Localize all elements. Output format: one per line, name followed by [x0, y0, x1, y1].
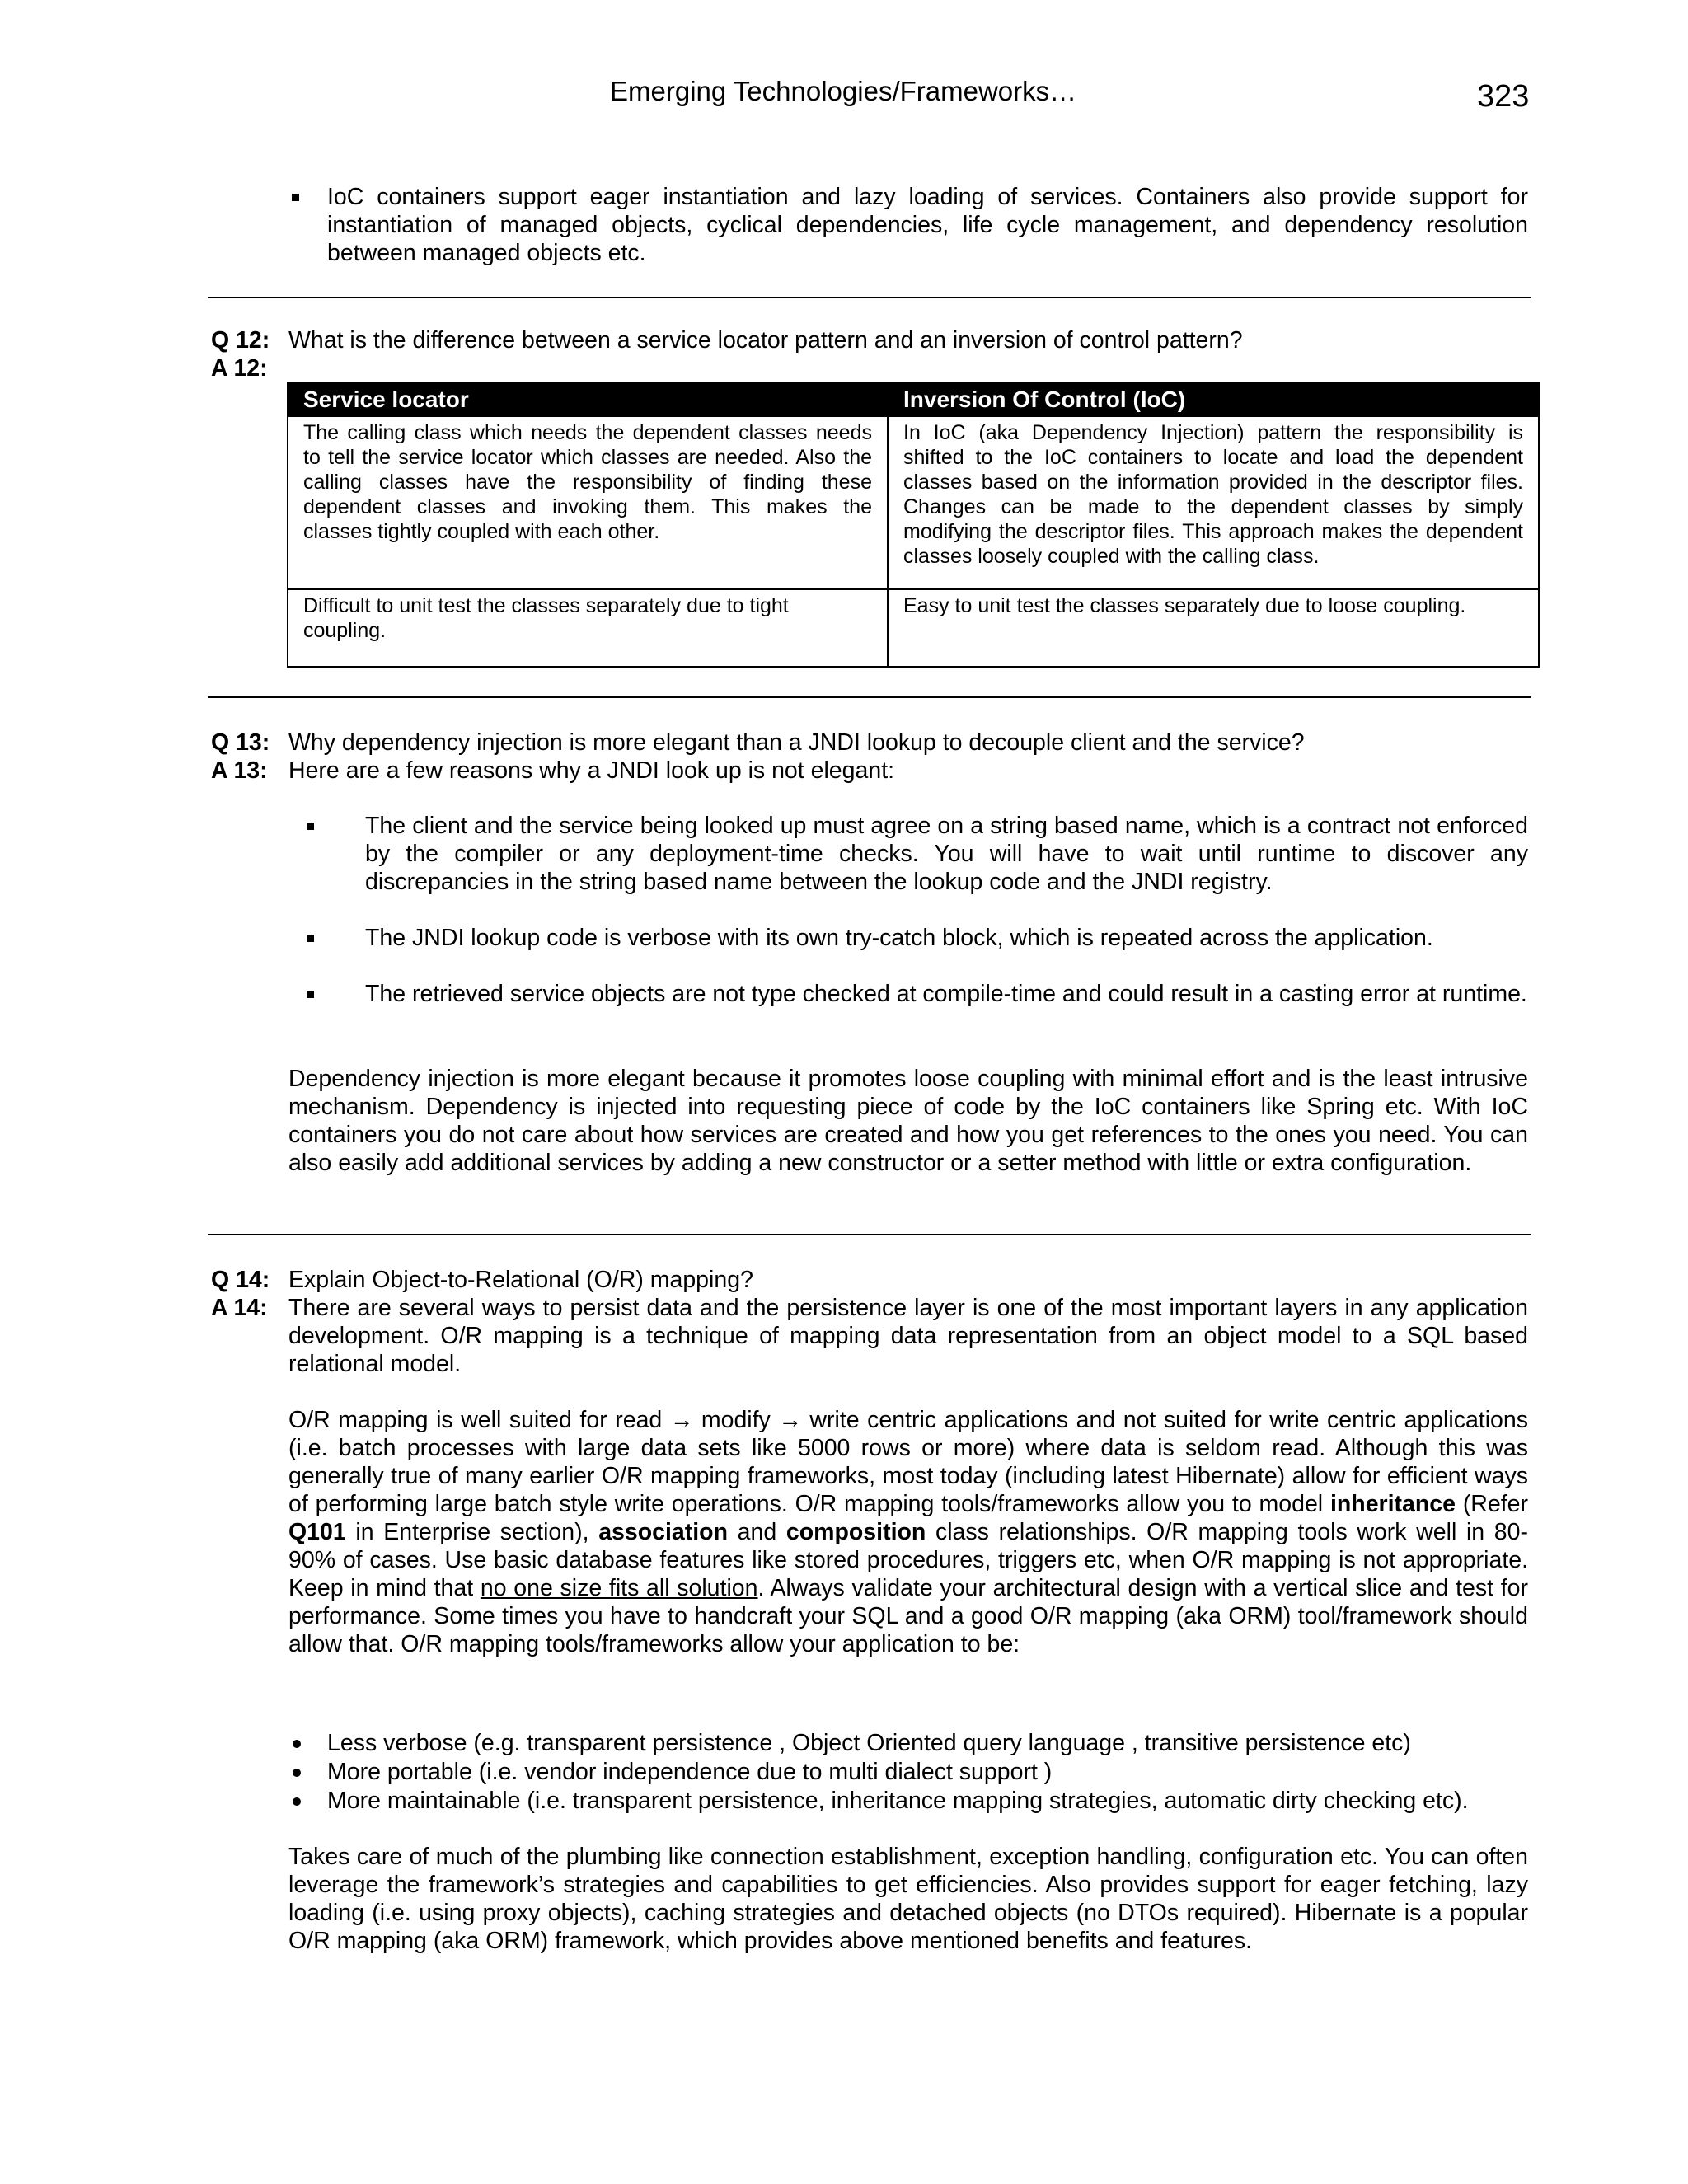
answer-label: A 14: [211, 1295, 268, 1321]
answer-label: A 13: [211, 757, 268, 784]
question-label: Q 13: [211, 729, 270, 756]
bold-term: inheritance [1329, 1491, 1456, 1517]
bold-term: Q101 [288, 1519, 346, 1545]
list-item: The client and the service being looked up must agree on a string based name, which is a contract not enforced by the compiler or any deployment-time checks. You will have to wait until runtime to discover any discrepancies in the string based name between the lookup code and the JNDI registry. [365, 813, 1528, 895]
underlined-phrase: no one size fits all solution [480, 1575, 758, 1601]
bullet-dot-icon [293, 1740, 301, 1748]
table-row [288, 416, 1539, 589]
running-header: Emerging Technologies/Frameworks… [610, 76, 1077, 106]
answer-label: A 12: [211, 355, 268, 382]
bullet-square-icon [307, 991, 314, 998]
table-row [288, 589, 1539, 667]
table-cell: The calling class which needs the dependent classes needs to tell the service locator which classes are needed. Also the calling classes have the responsibility of finding these dependent classes and invoking them. This makes the classes tightly coupled with each other. [288, 416, 888, 589]
bullet-dot-icon [293, 1769, 301, 1777]
paragraph-text: . Always validate your architectural design with a vertical slice and test for performance. Some times you have to handcraft your SQL and a good O/R mapping (aka ORM) tool/framework should allow that. O/R mapping tools/frameworks allow your application to be: [288, 1575, 1528, 1657]
paragraph-text: and [728, 1519, 786, 1545]
bold-term: association [598, 1519, 728, 1545]
paragraph-text: write centric applications and not suited for write centric applications (i.e. batch processes with large data sets like 5000 rows or more) where data is seldom read. Although this was generally true of many earlier O/R mapping frameworks, most today (including latest Hibernate) allow for efficient ways of performing large batch style write operations. O/R mapping tools/frameworks allow you to model [288, 1407, 1528, 1517]
paragraph-text: in Enterprise section), [345, 1519, 599, 1545]
intro-bullet-text: IoC containers support eager instantiation and lazy loading of services. Containers also provide support for instantiation of managed objects, cyclical dependencies, life cycle management, and dependency resolution between managed objects etc. [327, 184, 1528, 266]
list-item: More portable (i.e. vendor independence due to multi dialect support ) [327, 1759, 1053, 1785]
bold-term: composition [785, 1519, 926, 1545]
paragraph-text: (Refer [1456, 1491, 1528, 1517]
paragraph-text: modify [693, 1407, 779, 1433]
question-label: Q 14: [211, 1267, 270, 1293]
answer-paragraph: Dependency injection is more elegant because it promotes loose coupling with minimal effort and is the least intrusive mechanism. Dependency is injected into requesting piece of code by the IoC containers like Spring etc. With IoC containers you do not care about how services are created and how you get references to the ones you need. You can also easily add additional services by adding a new constructor or a setter method with little or extra configuration. [288, 1066, 1528, 1176]
answer-paragraph: Takes care of much of the plumbing like connection establishment, exception handling, configuration etc. You can often leverage the framework’s strategies and capabilities to get efficiencies. Also provides support for eager fetching, lazy loading (i.e. using proxy objects), caching strategies and detached objects (no DTOs required). Hibernate is a popular O/R mapping (aka ORM) framework, which provides above mentioned benefits and features. [288, 1844, 1528, 1954]
list-item: More maintainable (i.e. transparent persistence, inheritance mapping strategies, automatic dirty checking etc). [327, 1788, 1469, 1814]
answer-intro: Here are a few reasons why a JNDI look up is not elegant: [288, 757, 895, 784]
table-header-ioc: Inversion Of Control (IoC) [888, 383, 1539, 416]
comparison-table [287, 382, 1540, 668]
paragraph-text: class relationships. O/R mapping tools work well in 80-90% of cases. Use basic database features like stored procedures, triggers etc, when O/R mapping is not appropriate. Keep in mind that [288, 1519, 1528, 1601]
section-divider [208, 1234, 1531, 1235]
section-divider [208, 297, 1531, 298]
section-divider [208, 696, 1531, 698]
list-item: The JNDI lookup code is verbose with its own try-catch block, which is repeated across the application. [365, 925, 1433, 951]
answer-paragraph [288, 1406, 1528, 1658]
bullet-square-icon [307, 823, 314, 830]
bullet-square-icon [307, 935, 314, 942]
question-text: What is the difference between a service locator pattern and an inversion of control pattern? [288, 327, 1243, 354]
table-header-service-locator: Service locator [288, 383, 888, 416]
question-label: Q 12: [211, 327, 270, 354]
arrow-right-icon: → [778, 1407, 802, 1433]
bullet-dot-icon [293, 1797, 301, 1806]
answer-paragraph: There are several ways to persist data and the persistence layer is one of the most important layers in any application development. O/R mapping is a technique of mapping data representation from an object model to a SQL based relational model. [288, 1295, 1528, 1377]
arrow-right-icon: → [669, 1407, 694, 1433]
table-cell: Difficult to unit test the classes separately due to tight coupling. [288, 589, 888, 667]
list-item: Less verbose (e.g. transparent persistence , Object Oriented query language , transitive persistence etc) [327, 1730, 1411, 1756]
question-text: Why dependency injection is more elegant than a JNDI lookup to decouple client and the service? [288, 729, 1305, 756]
paragraph-text: O/R mapping is well suited for read [288, 1407, 670, 1433]
table-cell: Easy to unit test the classes separately due to loose coupling. [888, 589, 1539, 667]
page-number: 323 [1477, 79, 1530, 114]
list-item: The retrieved service objects are not type checked at compile-time and could result in a casting error at runtime. [365, 981, 1527, 1007]
table-cell: In IoC (aka Dependency Injection) pattern the responsibility is shifted to the IoC containers to locate and load the dependent classes based on the information provided in the descriptor files. Changes can be made to the dependent classes by simply modifying the descriptor files. This approach makes the dependent classes loosely coupled with the calling class. [888, 416, 1539, 589]
bullet-square-icon [292, 194, 299, 201]
question-text: Explain Object-to-Relational (O/R) mapping? [288, 1267, 753, 1293]
